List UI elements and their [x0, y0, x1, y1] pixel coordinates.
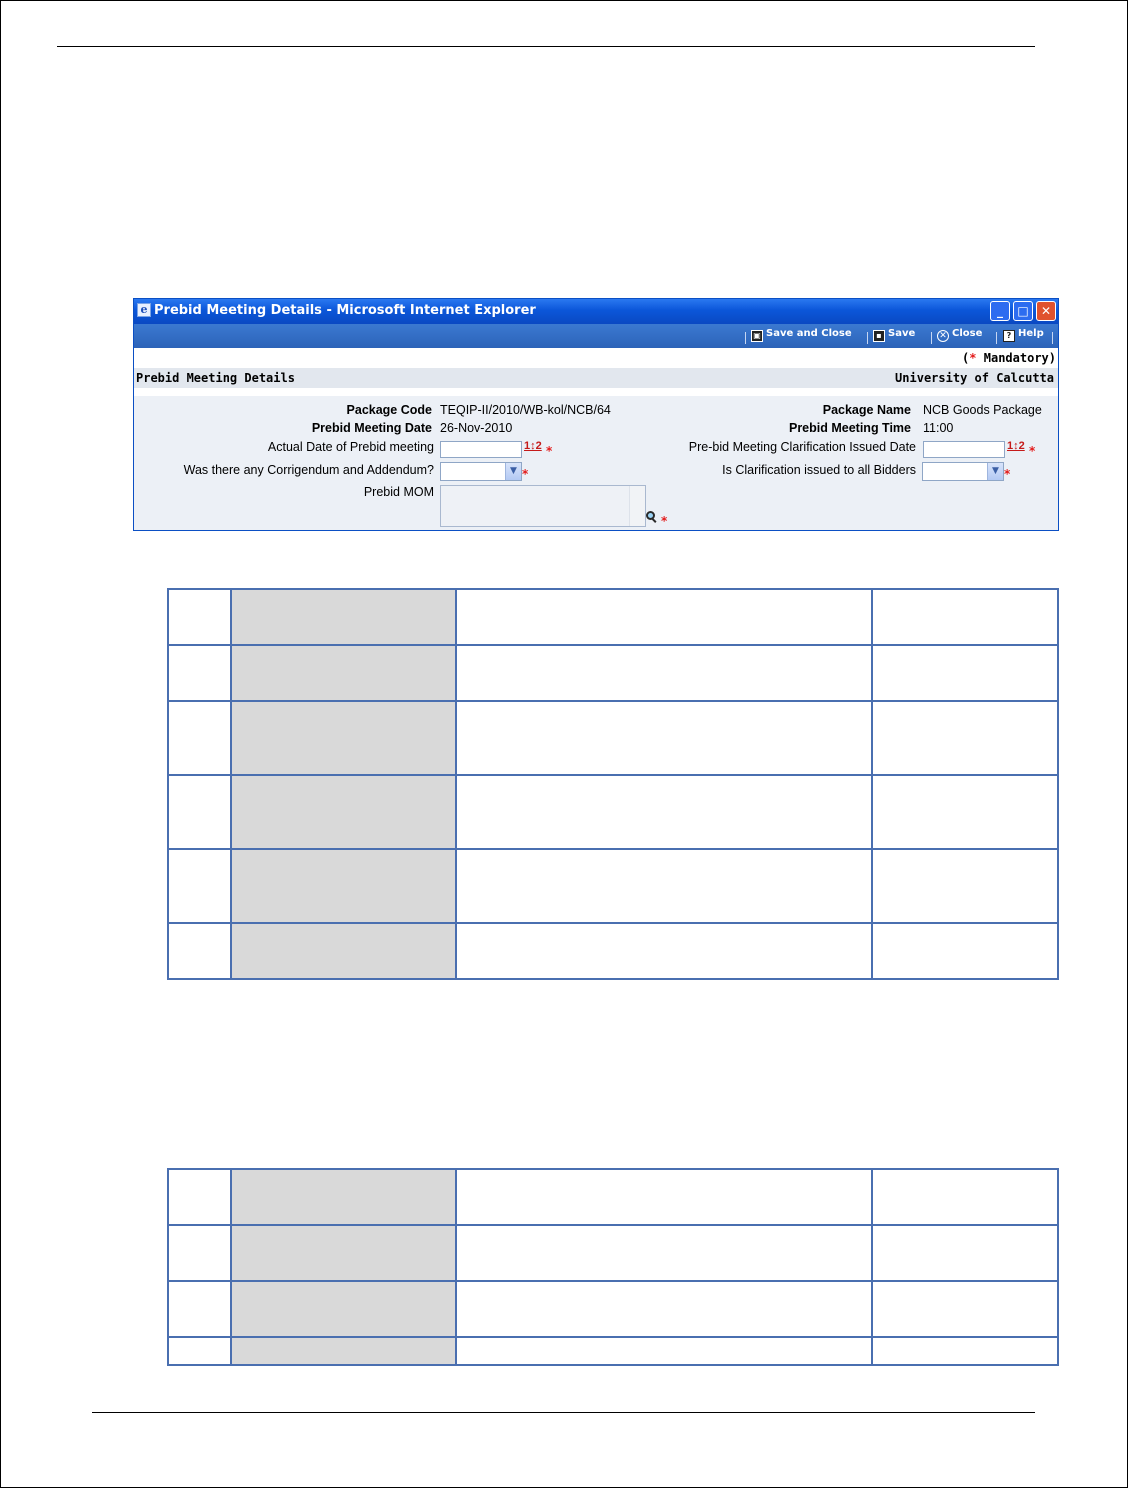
table-cell [872, 775, 1058, 849]
clarification-all-select[interactable] [922, 462, 1004, 481]
chevron-down-icon: ▼ [987, 463, 1003, 480]
required-star: * [546, 444, 553, 458]
table-cell [168, 923, 231, 979]
minimize-button[interactable]: _ [990, 301, 1010, 321]
prebid-time-value: 11:00 [923, 421, 954, 435]
table-row [168, 701, 1058, 775]
table-row [168, 775, 1058, 849]
table-row [168, 849, 1058, 923]
package-name-label: Package Name [822, 403, 911, 417]
calendar-icon[interactable]: 1↕2 [1007, 440, 1025, 452]
table-cell [872, 1337, 1058, 1365]
data-table-two [167, 1168, 1059, 1366]
required-star: * [1004, 467, 1011, 481]
save-label: Save [888, 328, 916, 339]
table-row [168, 1169, 1058, 1225]
table-cell [168, 589, 231, 645]
table-cell [872, 589, 1058, 645]
prebid-mom-label: Prebid MOM [363, 485, 434, 499]
toolbar-separator [867, 332, 868, 344]
chevron-down-icon: ▼ [505, 463, 521, 480]
table-cell [456, 1337, 872, 1365]
table-cell [872, 1169, 1058, 1225]
table-row [168, 645, 1058, 701]
save-button[interactable] [873, 328, 915, 342]
actual-date-input[interactable] [440, 441, 522, 458]
footer-rule [92, 1412, 1035, 1413]
save-close-icon: ▣ [751, 330, 763, 342]
toolbar [134, 324, 1058, 348]
table-cell [456, 849, 872, 923]
table-cell [231, 1225, 456, 1281]
toolbar-separator [931, 332, 932, 344]
close-label: Close [952, 328, 983, 339]
mandatory-star: * [969, 351, 977, 365]
mandatory-note [962, 351, 1056, 365]
close-circle-icon: ✕ [937, 330, 949, 342]
calendar-icon[interactable]: 1↕2 [524, 440, 542, 452]
table-row [168, 1225, 1058, 1281]
table-cell [456, 1225, 872, 1281]
table-cell [872, 1281, 1058, 1337]
table-cell [168, 645, 231, 701]
table-row [168, 1281, 1058, 1337]
required-star: * [522, 467, 529, 481]
ie-window [133, 298, 1059, 531]
window-title: Prebid Meeting Details - Microsoft Internet Explorer [154, 303, 536, 318]
required-star: * [661, 514, 668, 528]
table-row [168, 1337, 1058, 1365]
package-code-label: Package Code [346, 403, 432, 417]
table-cell [231, 1169, 456, 1225]
table-cell [231, 589, 456, 645]
table-cell [456, 1169, 872, 1225]
table-cell [456, 923, 872, 979]
table-cell [231, 701, 456, 775]
table-row [168, 923, 1058, 979]
table-cell [168, 1337, 231, 1365]
table-cell [231, 1281, 456, 1337]
help-label: Help [1018, 328, 1044, 339]
prebid-date-label: Prebid Meeting Date [311, 421, 432, 435]
table-cell [231, 645, 456, 701]
required-star: * [1029, 444, 1036, 458]
toolbar-separator [745, 332, 746, 344]
table-cell [456, 645, 872, 701]
table-cell [872, 849, 1058, 923]
prebid-mom-textarea[interactable] [440, 485, 646, 527]
table-cell [168, 775, 231, 849]
help-button[interactable] [1003, 328, 1044, 342]
ie-page-icon: e [137, 303, 151, 317]
window-titlebar [134, 299, 1058, 324]
table-cell [872, 923, 1058, 979]
section-title: Prebid Meeting Details [136, 371, 295, 385]
table-cell [456, 1281, 872, 1337]
save-and-close-button[interactable] [751, 328, 852, 342]
content-top-area [134, 348, 1058, 368]
table-cell [231, 1337, 456, 1365]
help-icon: ? [1003, 330, 1015, 342]
magnifier-icon[interactable] [646, 511, 658, 523]
corrigendum-select[interactable] [440, 462, 522, 481]
actual-date-label: Actual Date of Prebid meeting [267, 440, 434, 454]
table-cell [456, 775, 872, 849]
table-cell [456, 701, 872, 775]
table-cell [231, 923, 456, 979]
table-cell [456, 589, 872, 645]
header-spacer [134, 388, 1058, 396]
mandatory-open-paren: ( [962, 351, 970, 365]
table-cell [872, 701, 1058, 775]
magnifier-handle [652, 518, 657, 523]
table-cell [231, 775, 456, 849]
textarea-scrollbar[interactable] [629, 486, 645, 526]
clarification-date-label: Pre-bid Meeting Clarification Issued Date [688, 440, 916, 454]
prebid-date-value: 26-Nov-2010 [440, 421, 513, 435]
table-cell [168, 1281, 231, 1337]
table-cell [231, 849, 456, 923]
toolbar-separator [996, 332, 997, 344]
data-table-one [167, 588, 1059, 980]
floppy-disk-icon: ▪ [873, 330, 885, 342]
table-row [168, 589, 1058, 645]
table-cell [168, 701, 231, 775]
prebid-time-label: Prebid Meeting Time [788, 421, 911, 435]
package-code-value: TEQIP-II/2010/WB-kol/NCB/64 [440, 403, 611, 417]
table-cell [872, 645, 1058, 701]
table-cell [168, 849, 231, 923]
table-cell [168, 1169, 231, 1225]
table-cell [872, 1225, 1058, 1281]
clarification-date-input[interactable] [923, 441, 1005, 458]
table-cell [168, 1225, 231, 1281]
close-button[interactable] [937, 328, 982, 342]
corrigendum-label: Was there any Corrigendum and Addendum? [183, 463, 434, 477]
organization-name: University of Calcutta [895, 371, 1054, 385]
clarification-all-label: Is Clarification issued to all Bidders [722, 463, 916, 477]
close-window-button[interactable]: ✕ [1036, 301, 1056, 321]
header-rule [57, 46, 1035, 47]
maximize-button[interactable]: □ [1013, 301, 1033, 321]
toolbar-separator [1052, 332, 1053, 344]
mandatory-label: Mandatory) [976, 351, 1056, 365]
save-and-close-label: Save and Close [766, 328, 852, 339]
package-name-value: NCB Goods Package [923, 403, 1042, 417]
